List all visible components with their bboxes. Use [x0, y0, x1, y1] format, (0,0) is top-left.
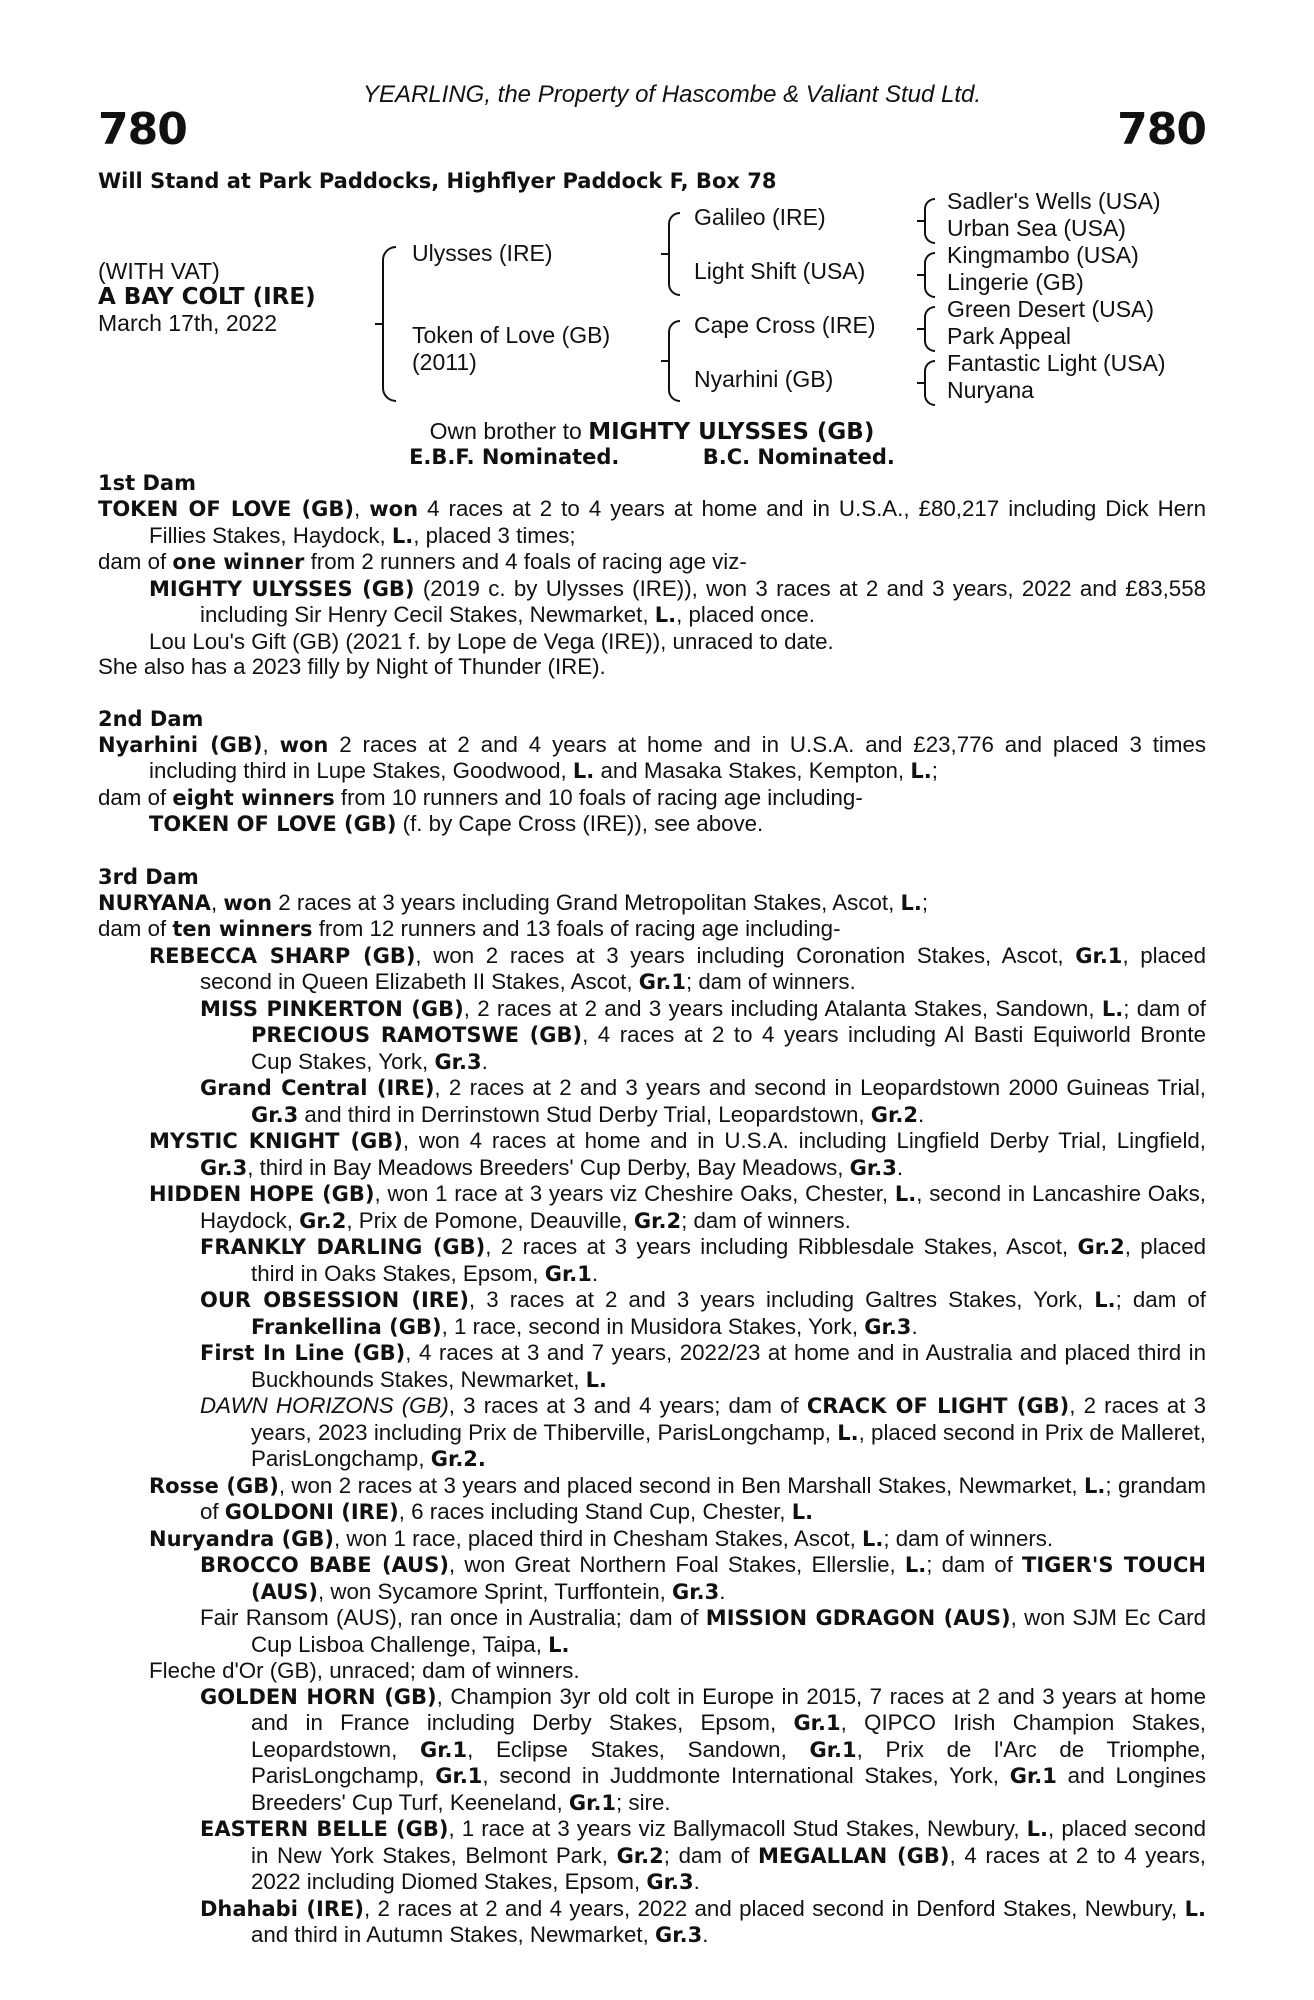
first-dam-foal-2: Lou Lou's Gift (GB) (2021 f. by Lope de Vega (IRE)), unraced to date.	[149, 628, 834, 654]
first-dam-foal-1: MIGHTY ULYSSES (GB) (2019 c. by Ulysses (IRE)), won 3 races at 2 and 3 years, 2022 and £83,558 including Sir Henry Cecil Stakes, Newmarket, L., placed once.	[149, 575, 1206, 627]
own-brother-name: MIGHTY ULYSSES (GB)	[588, 419, 875, 445]
entry-rosse: Rosse (GB), won 2 races at 3 years and placed second in Ben Marshall Stakes, Newmarket, L.; grandam of GOLDONI (IRE), 6 races including Stand Cup, Chester, L.	[149, 1472, 1206, 1524]
dam-sire: Cape Cross (IRE)	[694, 312, 876, 338]
first-dam-note: She also has a 2023 filly by Night of Thunder (IRE).	[98, 654, 606, 679]
bc-nomination: B.C. Nominated.	[702, 445, 895, 469]
brace-sire	[668, 212, 680, 296]
grandsire-1: Sadler's Wells (USA)	[947, 188, 1161, 214]
entry-golden-horn: GOLDEN HORN (GB), Champion 3yr old colt in Europe in 2015, 7 races at 2 and 3 years at home and in France including Derby Stakes, Epsom, Gr.1, QIPCO Irish Champion Stakes, Leopardstown, Gr.1, Eclipse Stakes, Sandown, Gr.1, Prix de l'Arc de Triomphe, ParisLongchamp, Gr.1, second in Juddmonte International Stakes, York, Gr.1 and Longines Breeders' Cup Turf, Keeneland, Gr.1; sire.	[200, 1683, 1207, 1815]
sire-sire: Galileo (IRE)	[694, 204, 826, 230]
entry-grand-central: Grand Central (IRE), 2 races at 2 and 3 years and second in Leopardstown 2000 Guineas Trial, Gr.3 and third in Derrinstown Stud Derby Trial, Leopardstown, Gr.2.	[200, 1075, 1206, 1127]
entry-fair-ransom: Fair Ransom (AUS), ran once in Australia; dam of MISSION GDRAGON (AUS), won SJM Ec Card Cup Lisboa Challenge, Taipa, L.	[200, 1605, 1206, 1657]
sire-dam: Light Shift (USA)	[694, 258, 866, 284]
lot-horse-name: A BAY COLT (IRE)	[98, 284, 316, 310]
lot-number-right: 780	[1117, 104, 1206, 155]
second-dam-heading: 2nd Dam	[98, 706, 204, 731]
brace-g1	[924, 198, 935, 244]
third-dam-produce: dam of ten winners from 12 runners and 13 foals of racing age including-	[98, 916, 841, 941]
entry-mystic-knight: MYSTIC KNIGHT (GB), won 4 races at home and in U.S.A. including Lingfield Derby Trial, Lingfield, Gr.3, third in Bay Meadows Breeders' Cup Derby, Bay Meadows, Gr.3.	[149, 1128, 1207, 1180]
foaling-date: March 17th, 2022	[98, 310, 278, 336]
grandsire-7: Fantastic Light (USA)	[947, 350, 1166, 376]
third-dam-heading: 3rd Dam	[98, 864, 199, 889]
second-dam-record: Nyarhini (GB), won 2 races at 2 and 4 years at home and in U.S.A. and £23,776 and placed 3 times including third in Lupe Stakes, Goodwood, L. and Masaka Stakes, Kempton, L.;	[98, 731, 1206, 783]
ebf-nomination: E.B.F. Nominated.	[409, 445, 620, 469]
entry-brocco-babe: BROCCO BABE (AUS), won Great Northern Foal Stakes, Ellerslie, L.; dam of TIGER'S TOUCH (AUS), won Sycamore Sprint, Turffontein, Gr.3.	[200, 1552, 1207, 1604]
own-brother-line: Own brother to MIGHTY ULYSSES (GB)	[429, 418, 875, 445]
dam-dam: Nyarhini (GB)	[694, 366, 834, 392]
nominations	[98, 445, 1206, 469]
entry-frankly-darling: FRANKLY DARLING (GB), 2 races at 3 years including Ribblesdale Stakes, Ascot, Gr.2, placed third in Oaks Stakes, Epsom, Gr.1.	[200, 1234, 1206, 1286]
first-dam-heading: 1st Dam	[98, 471, 196, 495]
stand-location: Will Stand at Park Paddocks, Highflyer Paddock F, Box 78	[98, 169, 777, 193]
grandsire-5: Green Desert (USA)	[947, 296, 1155, 322]
entry-rebecca-sharp: REBECCA SHARP (GB), won 2 races at 3 years including Coronation Stakes, Ascot, Gr.1, placed second in Queen Elizabeth II Stakes, Ascot, Gr.1; dam of winners.	[149, 942, 1206, 994]
dam-name: Token of Love (GB)	[412, 322, 611, 348]
granddam-4: Lingerie (GB)	[947, 269, 1084, 295]
vendor-title: YEARLING, the Property of Hascombe & Valiant Stud Ltd.	[362, 81, 982, 108]
first-dam-record: TOKEN OF LOVE (GB), won 4 races at 2 to 4 years at home and in U.S.A., £80,217 including Dick Hern Fillies Stakes, Haydock, L., placed 3 times;	[98, 496, 1207, 548]
entry-fleche-dor: Fleche d'Or (GB), unraced; dam of winners.	[149, 1658, 580, 1683]
grandsire-3: Kingmambo (USA)	[947, 242, 1139, 268]
brace-g3	[924, 306, 935, 352]
brace-g4	[924, 360, 935, 406]
entry-nuryandra: Nuryandra (GB), won 1 race, placed third in Chesham Stakes, Ascot, L.; dam of winners.	[149, 1525, 1054, 1551]
entry-eastern-belle: EASTERN BELLE (GB), 1 race at 3 years viz Ballymacoll Stud Stakes, Newbury, L., placed second in New York Stakes, Belmont Park, Gr.2; dam of MEGALLAN (GB), 4 races at 2 to 4 years, 2022 including Diomed Stakes, Epsom, Gr.3.	[200, 1816, 1207, 1894]
lot-number-left: 780	[98, 104, 187, 155]
second-dam-produce: dam of eight winners from 10 runners and 10 foals of racing age including-	[98, 784, 863, 810]
vat-note: (WITH VAT)	[98, 258, 220, 284]
entry-miss-pinkerton: MISS PINKERTON (GB), 2 races at 2 and 3 years including Atalanta Stakes, Sandown, L.; dam of PRECIOUS RAMOTSWE (GB), 4 races at 2 to 4 years including Al Basti Equiworld Bronte Cup Stakes, York, Gr.3.	[200, 995, 1207, 1074]
granddam-6: Park Appeal	[947, 323, 1072, 349]
granddam-2: Urban Sea (USA)	[947, 215, 1126, 241]
entry-first-in-line: First In Line (GB), 4 races at 3 and 7 years, 2022/23 at home and in Australia and placed third in Buckhounds Stakes, Newmarket, L.	[200, 1340, 1206, 1392]
catalogue-page	[98, 80, 1206, 1949]
lot-row	[98, 104, 1206, 162]
entry-our-obsession: OUR OBSESSION (IRE), 3 races at 2 and 3 years including Galtres Stakes, York, L.; dam of Frankellina (GB), 1 race, second in Musidora Stakes, York, Gr.3.	[200, 1287, 1206, 1339]
second-dam-foal-1: TOKEN OF LOVE (GB) (f. by Cape Cross (IRE)), see above.	[149, 811, 764, 836]
entry-dhahabi: Dhahabi (IRE), 2 races at 2 and 4 years, 2022 and placed second in Denford Stakes, Newbury, L. and third in Autumn Stakes, Newmarket, Gr.3.	[200, 1895, 1207, 1947]
first-dam-produce: dam of one winner from 2 runners and 4 foals of racing age viz-	[98, 549, 747, 574]
entry-dawn-horizons: DAWN HORIZONS (GB), 3 races at 3 and 4 years; dam of CRACK OF LIGHT (GB), 2 races at 3 years, 2023 including Prix de Thiberville, ParisLongchamp, L., placed second in Prix de Malleret, ParisLongchamp, Gr.2.	[200, 1393, 1206, 1471]
entry-hidden-hope: HIDDEN HOPE (GB), won 1 race at 3 years viz Cheshire Oaks, Chester, L., second in Lancashire Oaks, Haydock, Gr.2, Prix de Pomone, Deauville, Gr.2; dam of winners.	[149, 1181, 1207, 1233]
brace-dam	[668, 320, 680, 402]
third-dam-record: NURYANA, won 2 races at 3 years including Grand Metropolitan Stakes, Ascot, L.;	[98, 889, 929, 915]
dam-year: (2011)	[412, 349, 477, 375]
granddam-8: Nuryana	[947, 377, 1034, 403]
brace-main	[382, 246, 396, 402]
brace-g2	[924, 252, 935, 298]
sire-name: Ulysses (IRE)	[412, 240, 553, 266]
pedigree-tree	[98, 188, 1206, 418]
